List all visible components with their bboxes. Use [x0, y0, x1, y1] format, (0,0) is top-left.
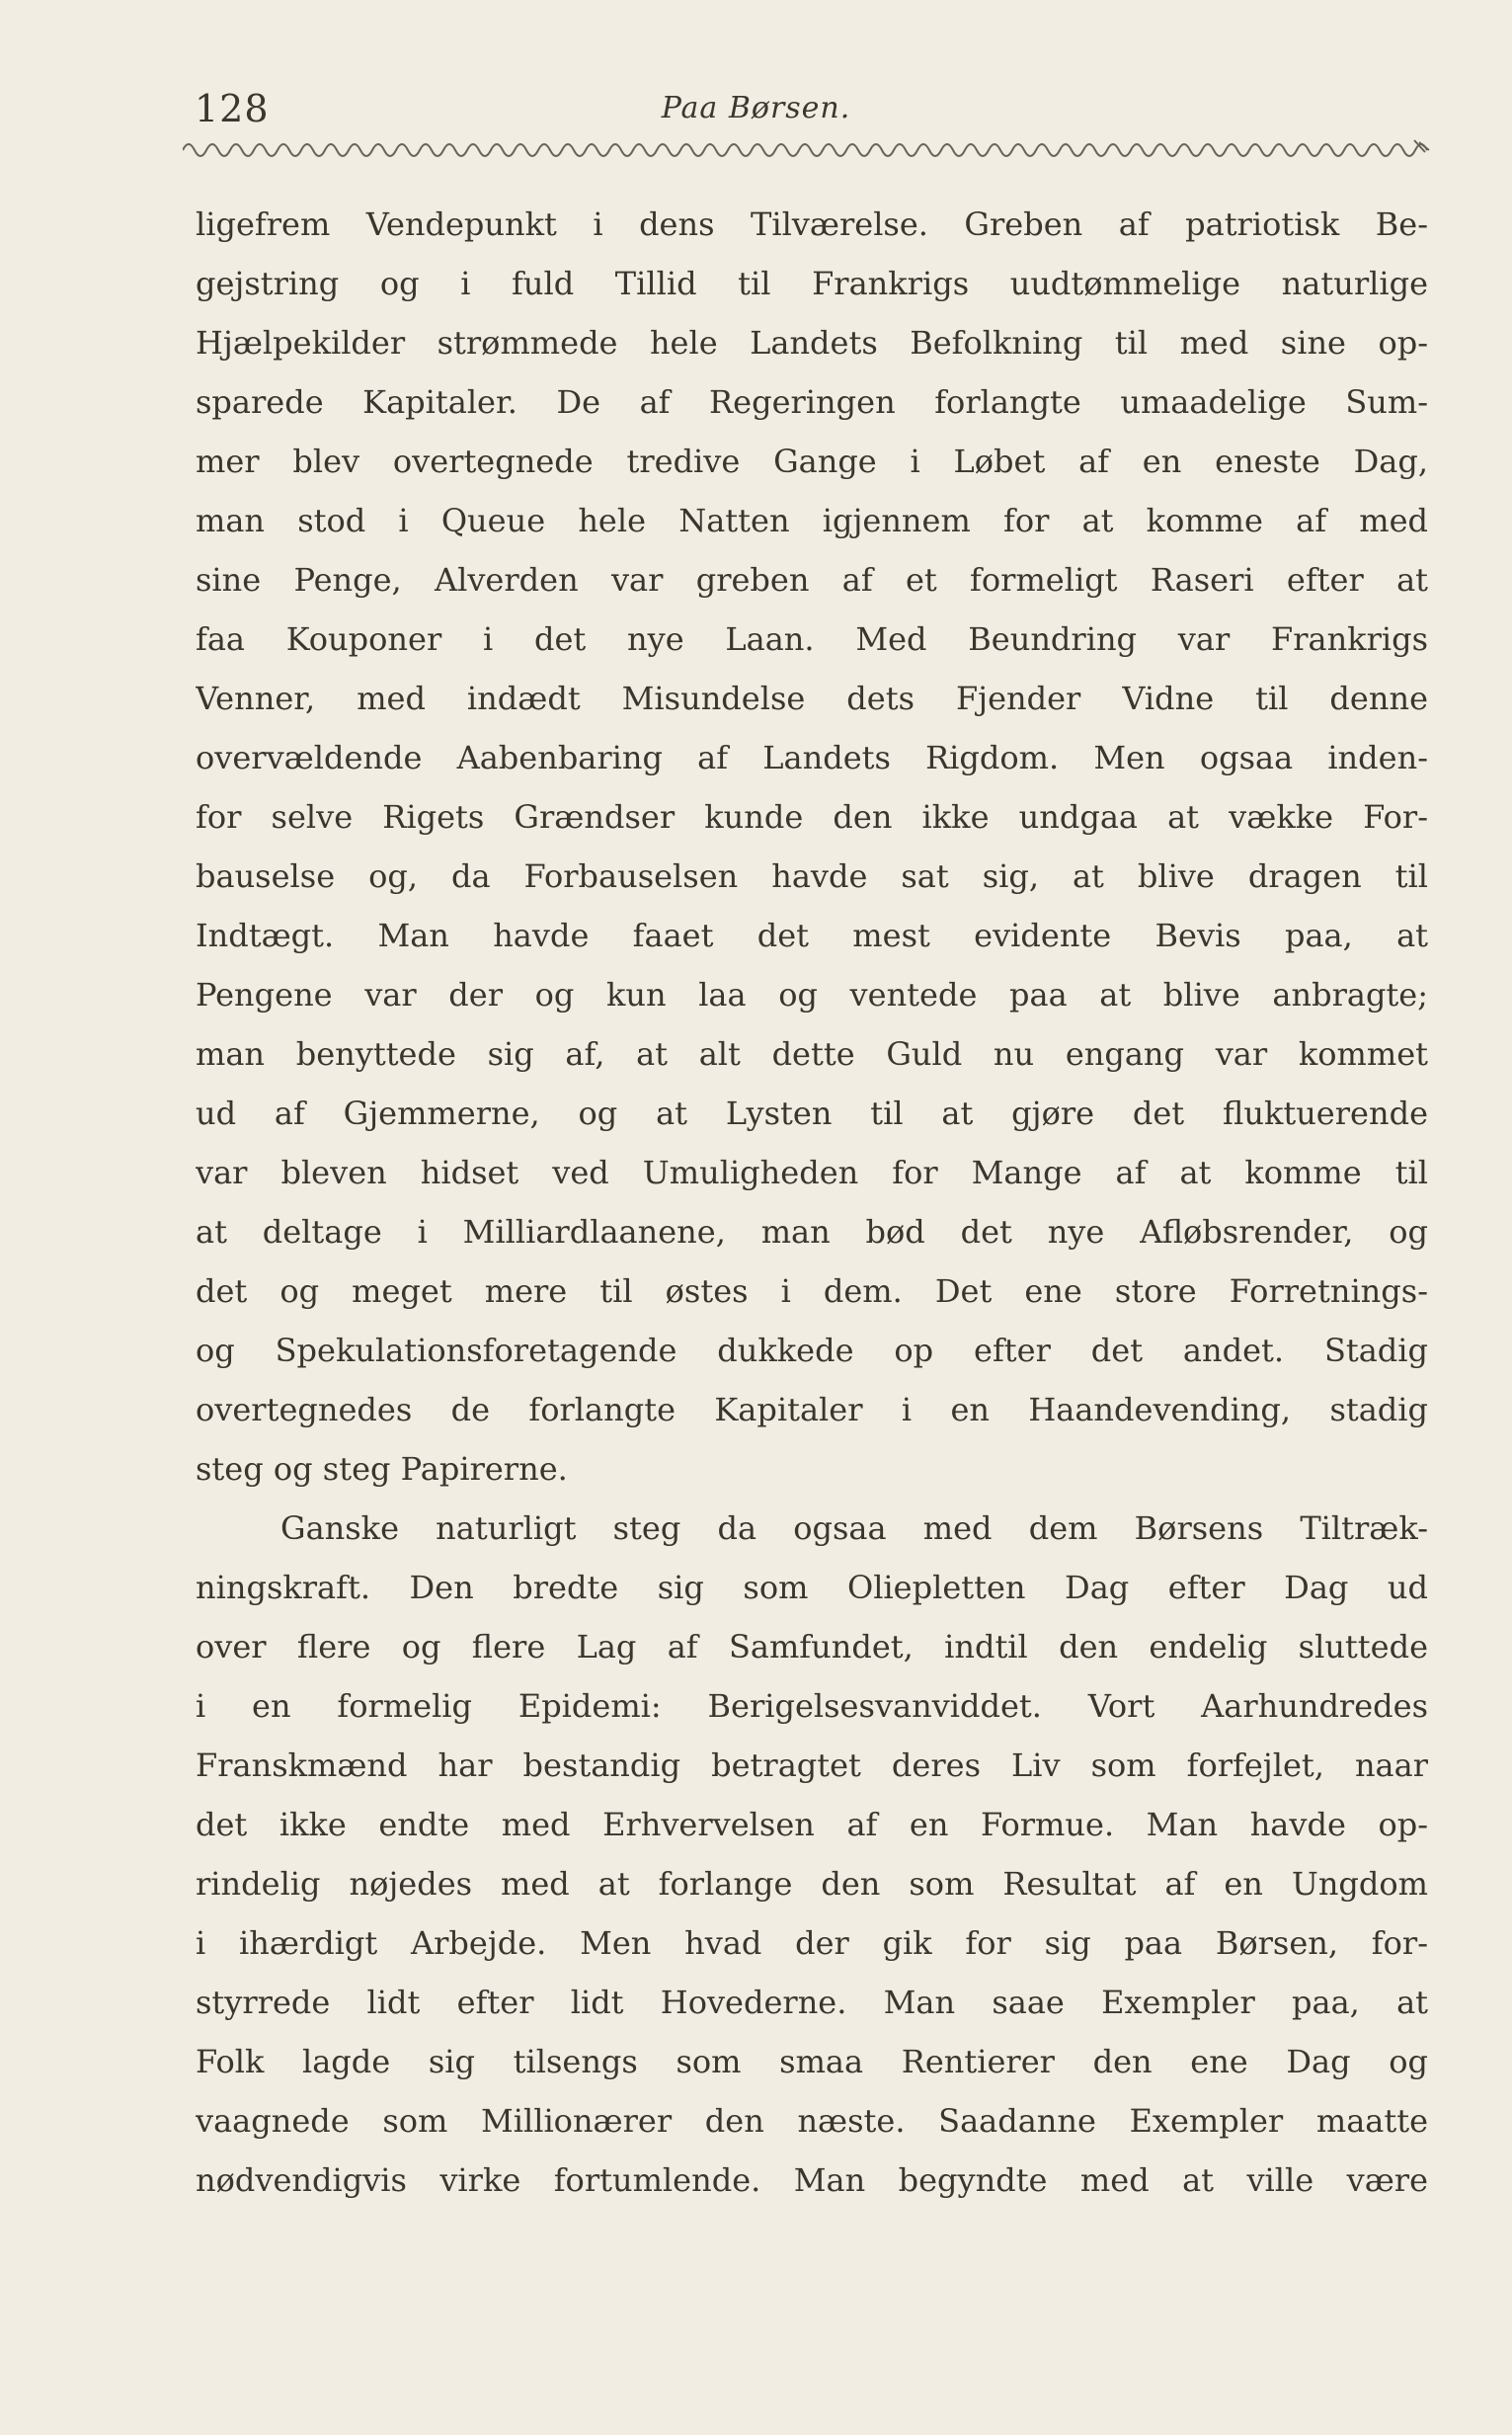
text-line-31: styrrede lidt efter lidt Hovederne. Man saae Exempler paa, at — [196, 1984, 1428, 2021]
text-line-19: det og meget mere til østes i dem. Det ene store Forretnings- — [196, 1272, 1428, 1310]
text-line-21: overtegnedes de forlangte Kapitaler i en Haandevending, stadig — [196, 1391, 1428, 1428]
text-line-23: Ganske naturligt steg da ogsaa med dem Børsens Tiltræk- — [280, 1509, 1428, 1547]
text-line-11: for selve Rigets Grændser kunde den ikke undgaa at vække For- — [196, 798, 1428, 836]
text-line-14: Pengene var der og kun laa og ventede paa at blive anbragte; — [196, 976, 1428, 1014]
text-line-7: sine Penge, Alverden var greben af et formeligt Raseri efter at — [196, 561, 1428, 599]
text-line-33: vaagnede som Millionærer den næste. Saadanne Exempler maatte — [196, 2102, 1428, 2140]
text-line-12: bauselse og, da Forbauselsen havde sat sig, at blive dragen til — [196, 857, 1428, 895]
text-line-34: nødvendigvis virke fortumlende. Man begyndte med at ville være — [196, 2161, 1428, 2199]
body-text — [196, 195, 1428, 2210]
text-line-26: i en formelig Epidemi: Berigelsesvanviddet. Vort Aarhundredes — [196, 1687, 1428, 1725]
text-line-16: ud af Gjemmerne, og at Lysten til at gjøre det fluktuerende — [196, 1095, 1428, 1132]
text-line-30: i ihærdigt Arbejde. Men hvad der gik for sig paa Børsen, for- — [196, 1924, 1428, 1962]
text-line-15: man benyttede sig af, at alt dette Guld nu engang var kommet — [196, 1035, 1428, 1073]
text-line-24: ningskraft. Den bredte sig som Oliepletten Dag efter Dag ud — [196, 1569, 1428, 1606]
text-line-10: overvældende Aabenbaring af Landets Rigdom. Men ogsaa inden- — [196, 739, 1428, 776]
text-line-13: Indtægt. Man havde faaet det mest evidente Bevis paa, at — [196, 917, 1428, 954]
text-line-20: og Spekulationsforetagende dukkede op efter det andet. Stadig — [196, 1332, 1428, 1369]
text-line-4: sparede Kapitaler. De af Regeringen forlangte umaadelige Sum- — [196, 383, 1428, 421]
text-line-32: Folk lagde sig tilsengs som smaa Rentierer den ene Dag og — [196, 2043, 1428, 2080]
text-line-29: rindelig nøjedes med at forlange den som Resultat af en Ungdom — [196, 1865, 1428, 1903]
page-number: 128 — [195, 87, 270, 130]
wavy-rule-ornament — [183, 132, 1432, 160]
text-line-28: det ikke endte med Erhvervelsen af en Formue. Man havde op- — [196, 1806, 1428, 1843]
text-line-6: man stod i Queue hele Natten igjennem for at komme af med — [196, 502, 1428, 539]
running-title: Paa Børsen. — [661, 91, 851, 125]
text-line-27: Franskmænd har bestandig betragtet deres Liv som forfejlet, naar — [196, 1746, 1428, 1784]
text-line-1: ligefrem Vendepunkt i dens Tilværelse. Greben af patriotisk Be- — [196, 205, 1428, 243]
text-line-2: gejstring og i fuld Tillid til Frankrigs uudtømmelige naturlige — [196, 265, 1428, 302]
text-line-17: var bleven hidset ved Umuligheden for Mange af at komme til — [196, 1154, 1428, 1191]
text-line-22: steg og steg Papirerne. — [196, 1450, 568, 1488]
text-line-25: over flere og flere Lag af Samfundet, indtil den endelig sluttede — [196, 1628, 1428, 1665]
text-line-5: mer blev overtegnede tredive Gange i Løbet af en eneste Dag, — [196, 443, 1428, 480]
text-line-18: at deltage i Milliardlaanene, man bød det nye Afløbsrender, og — [196, 1213, 1428, 1251]
text-line-8: faa Kouponer i det nye Laan. Med Beundring var Frankrigs — [196, 620, 1428, 658]
text-line-9: Venner, med indædt Misundelse dets Fjender Vidne til denne — [196, 680, 1428, 717]
text-line-3: Hjælpekilder strømmede hele Landets Befolkning til med sine op- — [196, 324, 1428, 362]
